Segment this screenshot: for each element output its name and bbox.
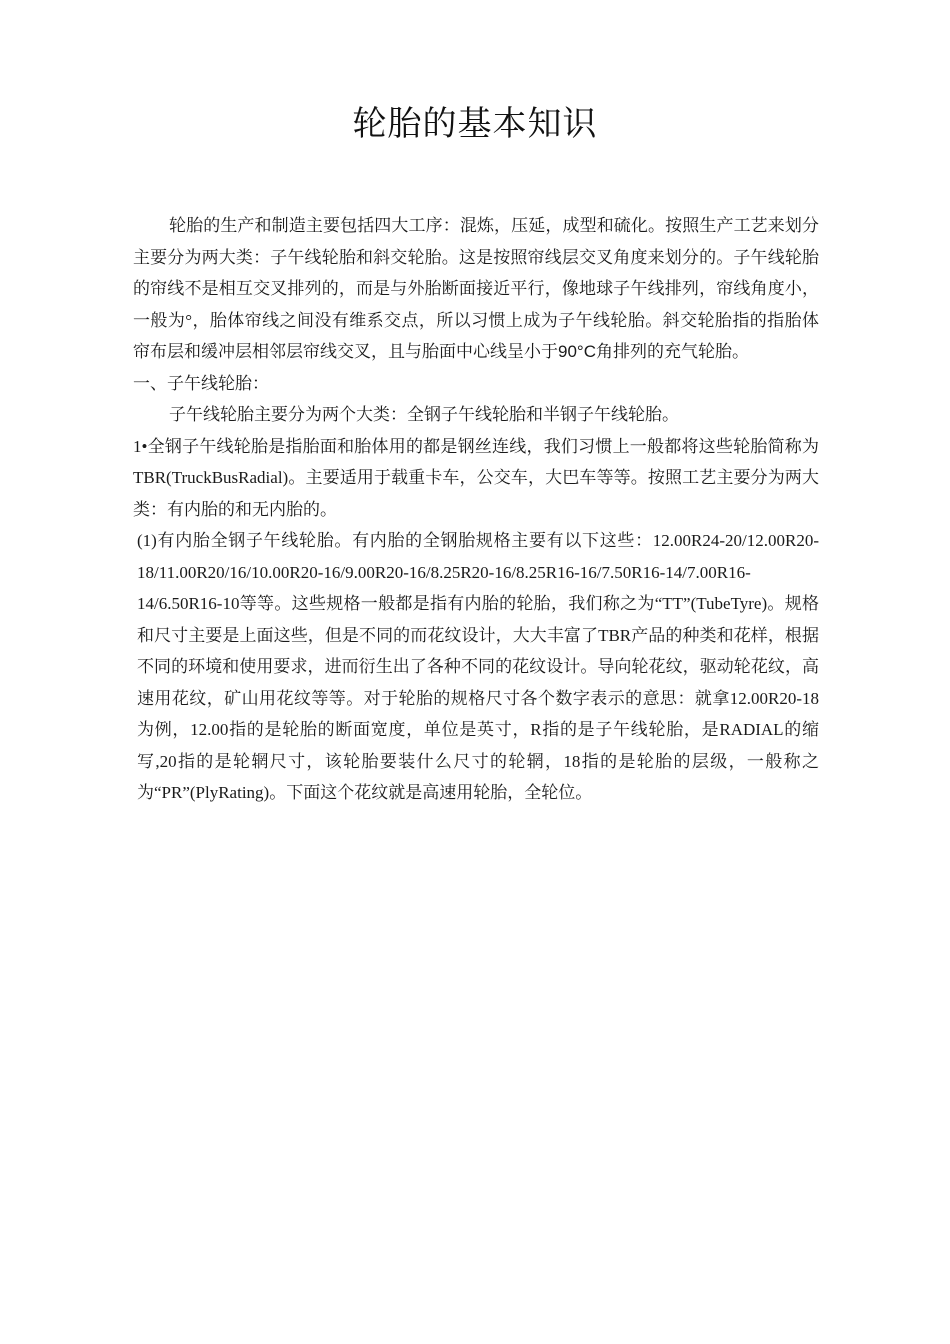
intro-paragraph — [133, 210, 819, 368]
intro-text-end: 角排列的充气轮胎。 — [595, 342, 749, 361]
intro-text: 轮胎的生产和制造主要包括四大工序：混炼，压延，成型和硫化。按照生产工艺来划分主要分为两大类：子午线轮胎和斜交轮胎。这是按照帘线层交叉角度来划分的。子午线轮胎的帘线不是相互交叉排列的，而是与外胎断面接近平行，像地球子午线排列，帘线角度小，一般为°，胎体帘线之间没有维系交点，所以习惯上成为子午线轮胎。斜交轮胎指的指胎体帘布层和缓冲层相邻层帘线交叉，且与胎面中心线呈小于 — [133, 216, 819, 361]
document-title: 轮胎的基本知识 — [352, 104, 598, 144]
section-heading: 一、子午线轮胎： — [133, 373, 269, 393]
list-item-tbr: 1•全钢子午线轮胎是指胎面和胎体用的都是钢丝连线，我们习惯上一般都将这些轮胎简称为TBR(TruckBusRadial)。主要适用于载重卡车，公交车，大巴车等等。按照工艺主要分为两大类：有内胎的和无内胎的。 — [133, 436, 819, 519]
angle-value: 90°C — [558, 342, 596, 361]
document-body — [133, 210, 819, 809]
list-item-tube-tyre: (1)有内胎全钢子午线轮胎。有内胎的全钢胎规格主要有以下这些：12.00R24-20/12.00R20-18/11.00R20/16/10.00R20-16/9.00R20-16/8.25R20-16/8.25R16-16/7.50R16-14/7.00R16-14/6.50R16-10等等。这些规格一般都是指有内胎的轮胎，我们称之为“TT”(TubeTyre)。规格和尺寸主要是上面这些，但是不同的而花纹设计，大大丰富了TBR产品的种类和花样，根据不同的环境和使用要求，进而衍生出了各种不同的花纹设计。导向轮花纹，驱动轮花纹，高速用花纹，矿山用花纹等等。对于轮胎的规格尺寸各个数字表示的意思：就拿12.00R20-18为例，12.00指的是轮胎的断面宽度，单位是英寸，R指的是子午线轮胎，是RADIAL的缩写,20指的是轮辋尺寸，该轮胎要装什么尺寸的轮辋，18指的是轮胎的层级，一般称之为“PR”(PlyRating)。下面这个花纹就是高速用轮胎，全轮位。 — [137, 531, 819, 802]
radial-types-paragraph: 子午线轮胎主要分为两个大类：全钢子午线轮胎和半钢子午线轮胎。 — [169, 405, 679, 424]
